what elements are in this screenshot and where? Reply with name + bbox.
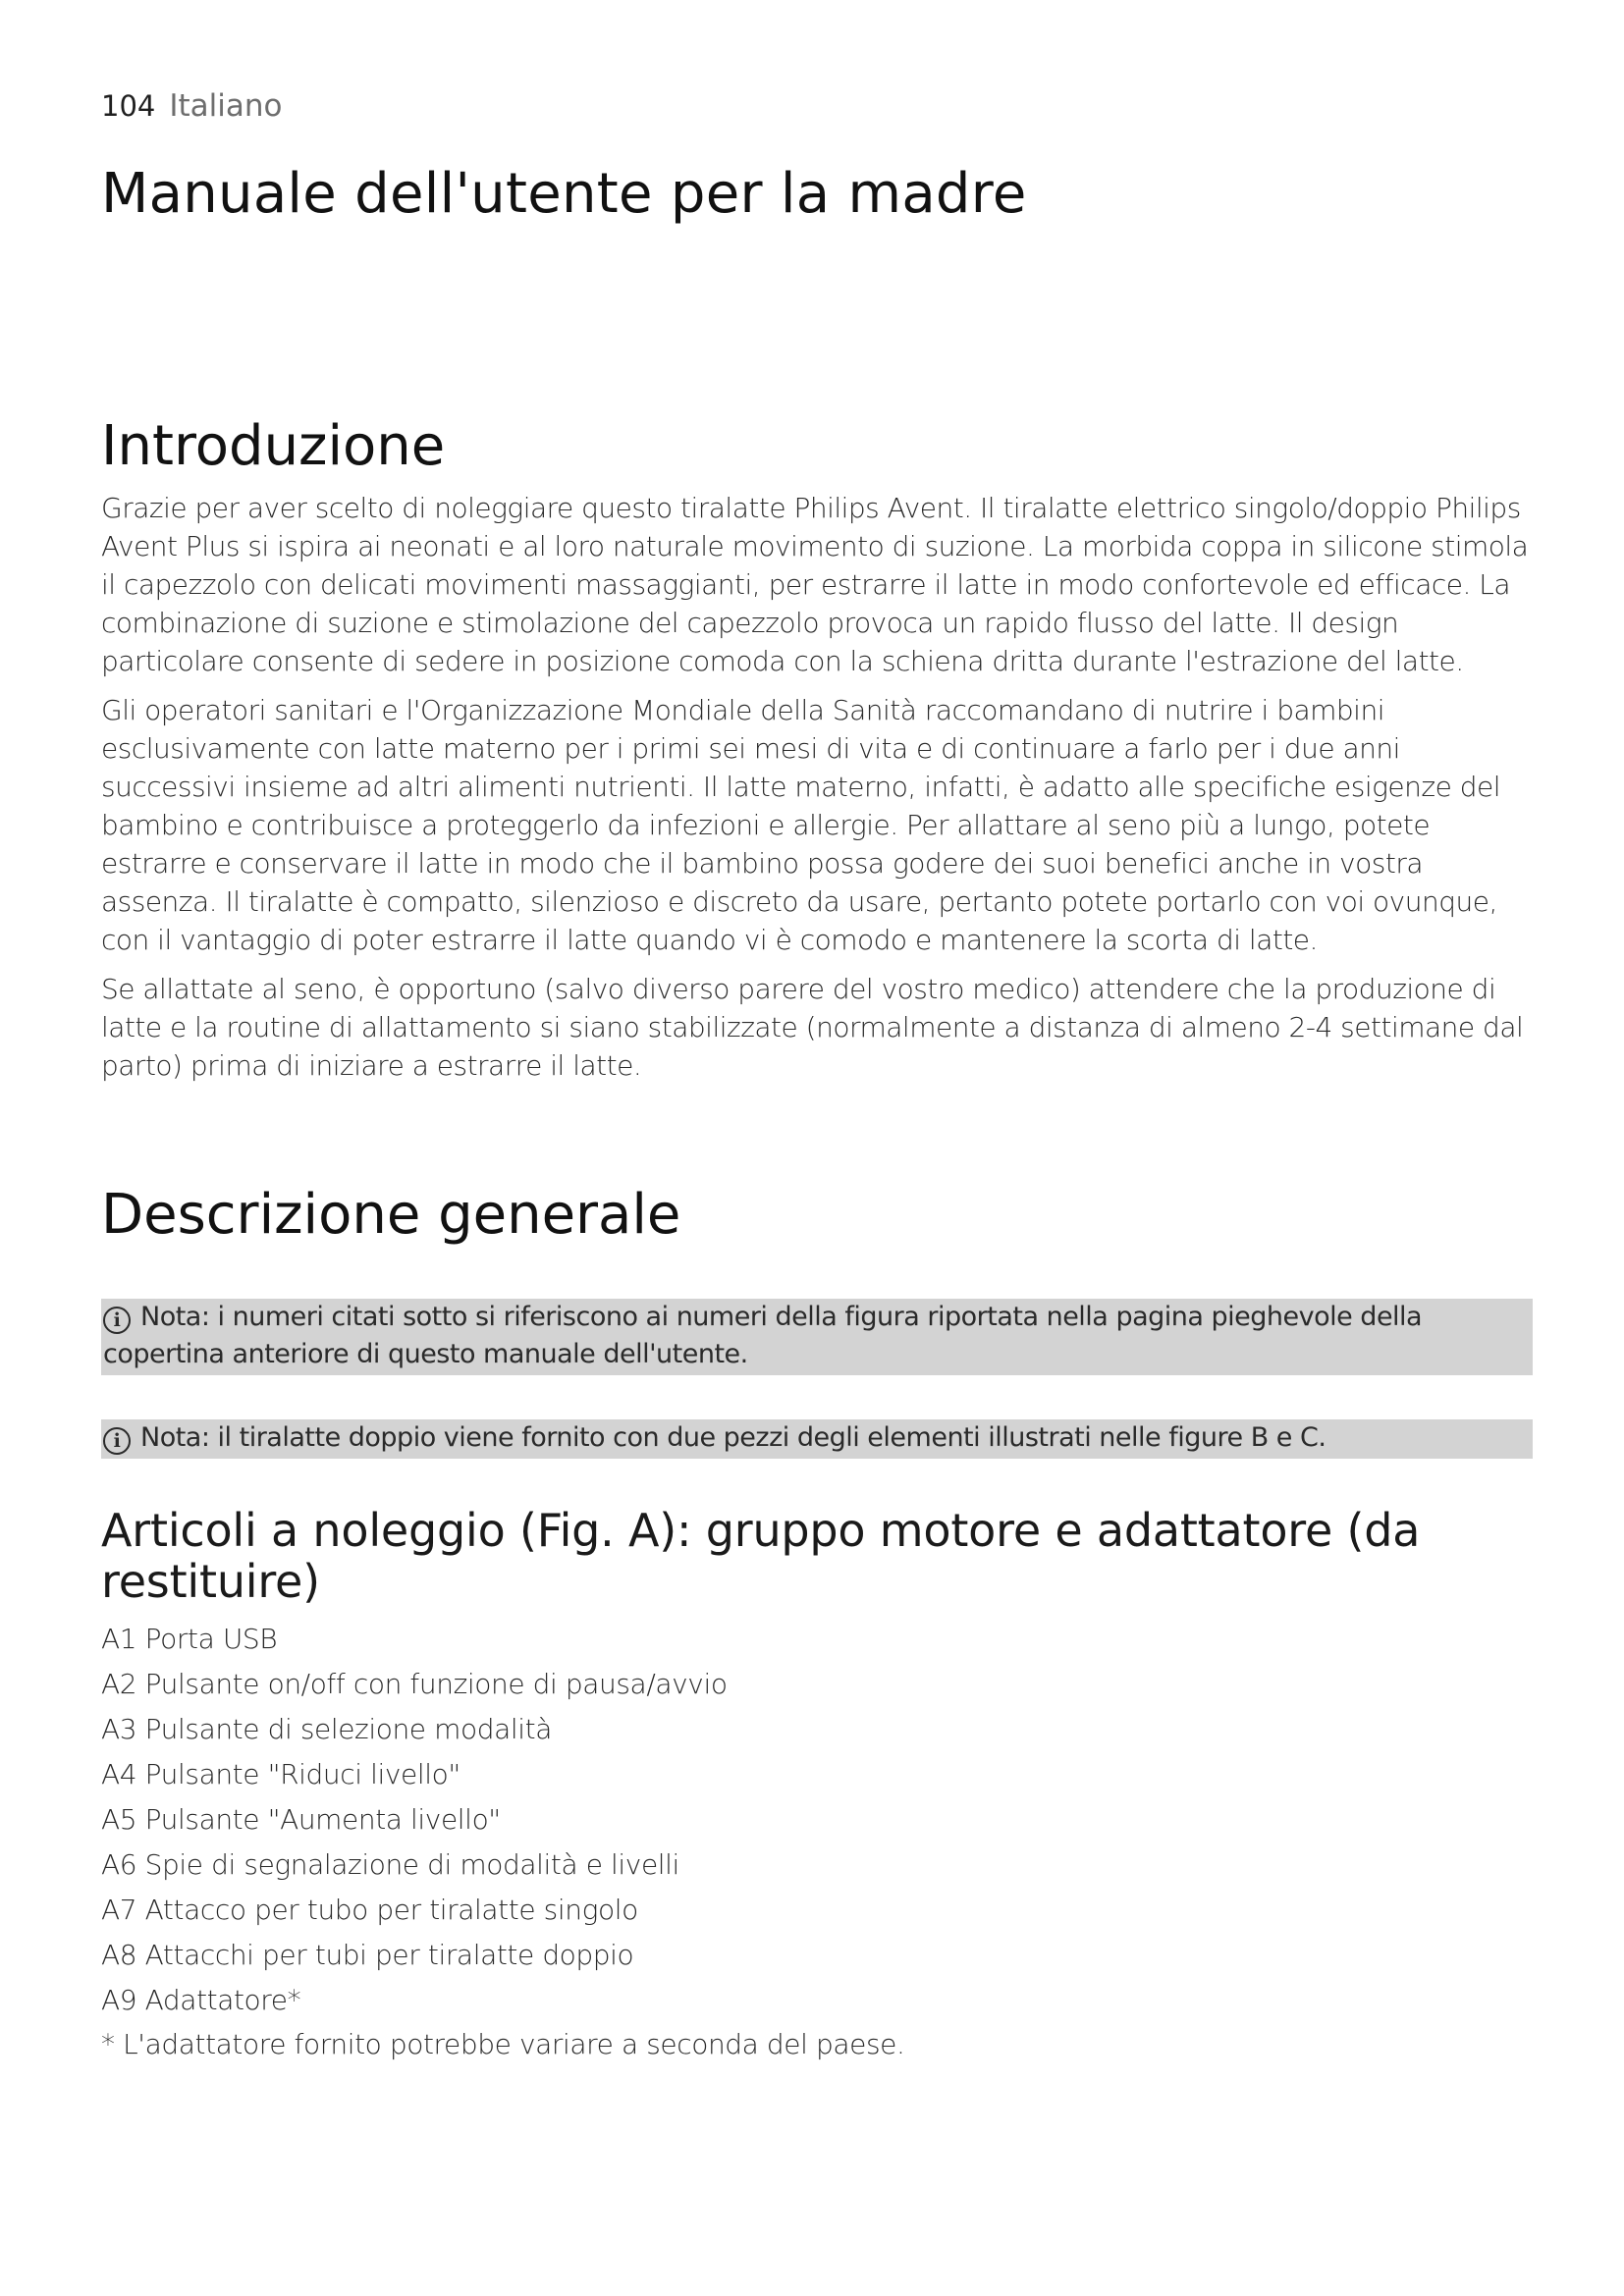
list-item: A5 Pulsante "Aumenta livello" — [101, 1803, 501, 1836]
note-text: Nota: il tiralatte doppio viene fornito con due pezzi degli elementi illustrati nelle figure B e C. — [140, 1422, 1326, 1453]
list-item: A2 Pulsante on/off con funzione di pausa/avvio — [101, 1668, 728, 1700]
page-number: 104 — [101, 89, 156, 123]
rental-heading: Articoli a noleggio (Fig. A): gruppo motore e adattatore (da restituire) — [101, 1504, 1421, 1608]
running-header — [101, 86, 283, 126]
list-item: A7 Attacco per tubo per tiralatte singolo — [101, 1894, 638, 1926]
list-item: A9 Adattatore* — [101, 1984, 301, 2016]
note-callout — [101, 1419, 1533, 1459]
overview-heading: Descrizione generale — [101, 1183, 681, 1247]
introduction-heading: Introduzione — [101, 414, 446, 478]
list-item: A3 Pulsante di selezione modalità — [101, 1713, 552, 1745]
list-item: A1 Porta USB — [101, 1623, 278, 1655]
note-text: Nota: i numeri citati sotto si riferiscono ai numeri della figura riportata nella pagina pieghevole della copertina anteriore di questo manuale dell'utente. — [103, 1302, 1423, 1369]
list-item: A8 Attacchi per tubi per tiralatte doppio — [101, 1939, 634, 1971]
intro-paragraph-3: Se allattate al seno, è opportuno (salvo diverso parere del vostro medico) attendere che la produzione di latte e la routine di allattamento si siano stabilizzate (normalmente a distanza di almeno 2-4 settimane dal parto) prima di iniziare a estrarre il latte. — [101, 973, 1524, 1082]
language-label: Italiano — [169, 88, 283, 124]
info-icon: i — [103, 1307, 131, 1334]
intro-paragraph-2: Gli operatori sanitari e l'Organizzazione Mondiale della Sanità raccomandano di nutrire i bambini esclusivamente con latte materno per i primi sei mesi di vita e di continuare a farlo per i due anni successivi insieme ad altri alimenti nutrienti. Il latte materno, infatti, è adatto alle specifiche esigenze del bambino e contribuisce a proteggerlo da infezioni e allergie. Per allattare al seno più a lungo, potete estrarre e conservare il latte in modo che il bambino possa godere dei suoi benefici anche in vostra assenza. Il tiralatte è compatto, silenzioso e discreto da usare, pertanto potete portarlo con voi ovunque, con il vantaggio di poter estrarre il latte quando vi è comodo e mantenere la scorta di latte. — [101, 694, 1500, 956]
overview-section — [101, 1181, 1533, 1459]
list-item: A4 Pulsante "Riduci livello" — [101, 1758, 460, 1790]
adapter-footnote: * L'adattatore fornito potrebbe variare a seconda del paese. — [101, 2028, 905, 2060]
intro-paragraph-1: Grazie per aver scelto di noleggiare questo tiralatte Philips Avent. Il tiralatte elettrico singolo/doppio Philips Avent Plus si ispira ai neonati e al loro naturale movimento di suzione. La morbida coppa in silicone stimola il capezzolo con delicati movimenti massaggianti, per estrarre il latte in modo confortevole ed efficace. La combinazione di suzione e stimolazione del capezzolo provoca un rapido flusso del latte. Il design particolare consente di sedere in posizione comoda con la schiena dritta durante l'estrazione del latte. — [101, 492, 1529, 677]
document-title: Manuale dell'utente per la madre — [101, 162, 1027, 226]
introduction-section — [101, 412, 1533, 1085]
list-item: A6 Spie di segnalazione di modalità e livelli — [101, 1848, 679, 1881]
rental-item-list — [101, 1617, 1533, 2023]
info-icon: i — [103, 1427, 131, 1455]
rental-items-section — [101, 1505, 1533, 2066]
note-callout — [101, 1299, 1533, 1375]
